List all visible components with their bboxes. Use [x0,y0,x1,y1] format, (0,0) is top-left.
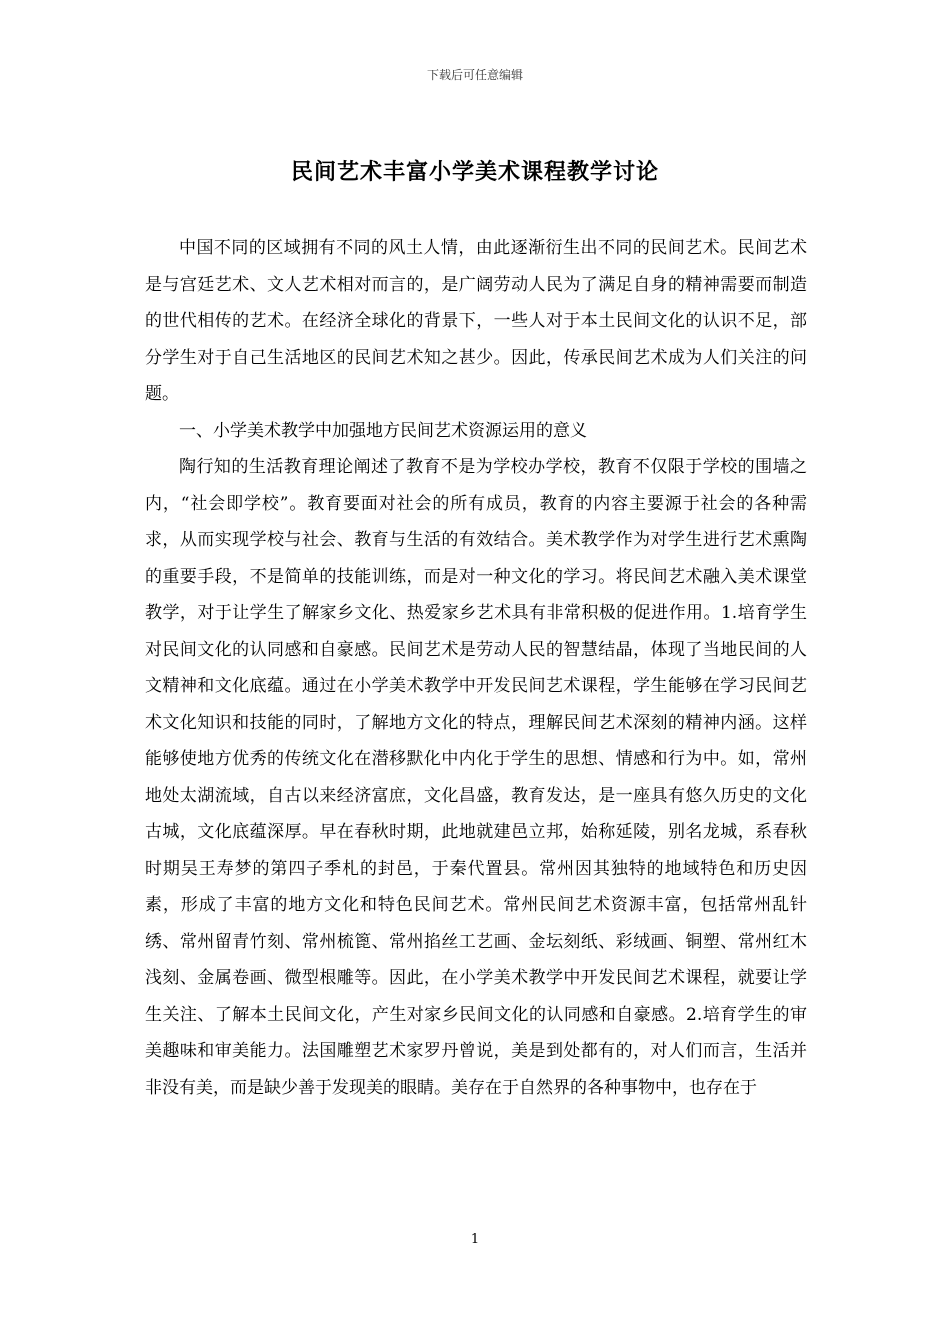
header-note: 下载后可任意编辑 [426,68,523,82]
document-body [145,230,807,1106]
section-heading-1: 一、小学美术教学中加强地方民间艺术资源运用的意义 [179,420,587,441]
document-title: 民间艺术丰富小学美术课程教学讨论 [290,160,659,185]
page-number: 1 [470,1232,480,1247]
paragraph-section-1: 陶行知的生活教育理论阐述了教育不是为学校办学校，教育不仅限于学校的围墙之内，“社会即学校”。教育要面对社会的所有成员，教育的内容主要源于社会的各种需求，从而实现学校与社会、教育与生活的有效结合。美术教学作为对学生进行艺术熏陶的重要手段，不是简单的技能训练，而是对一种文化的学习。将民间艺术融入美术课堂教学，对于让学生了解家乡文化、热爱家乡艺术具有非常积极的促进作用。1.培育学生对民间文化的认同感和自豪感。民间艺术是劳动人民的智慧结晶，体现了当地民间的人文精神和文化底蕴。通过在小学美术教学中开发民间艺术课程，学生能够在学习民间艺术文化知识和技能的同时，了解地方文化的特点，理解民间艺术深刻的精神内涵。这样能够使地方优秀的传统文化在潜移默化中内化于学生的思想、情感和行为中。如，常州地处太湖流域，自古以来经济富庶，文化昌盛，教育发达，是一座具有悠久历史的文化古城，文化底蕴深厚。早在春秋时期，此地就建邑立邦，始称延陵，别名龙城，系春秋时期吴王寿梦的第四子季札的封邑，于秦代置县。常州因其独特的地域特色和历史因素，形成了丰富的地方文化和特色民间艺术。常州民间艺术资源丰富，包括常州乱针绣、常州留青竹刻、常州梳篦、常州掐丝工艺画、金坛刻纸、彩绒画、铜塑、常州红木浅刻、金属卷画、微型根雕等。因此，在小学美术教学中开发民间艺术课程，就要让学生关注、了解本土民间文化，产生对家乡民间文化的认同感和自豪感。2.培育学生的审美趣味和审美能力。法国雕塑艺术家罗丹曾说，美是到处都有的，对人们而言，生活并非没有美，而是缺少善于发现美的眼睛。美存在于自然界的各种事物中，也存在于 [145,457,807,1098]
paragraph-intro: 中国不同的区域拥有不同的风土人情，由此逐渐衍生出不同的民间艺术。民间艺术是与宫廷艺术、文人艺术相对而言的，是广阔劳动人民为了满足自身的精神需要而制造的世代相传的艺术。在经济全球化的背景下，一些人对于本土民间文化的认识不足，部分学生对于自己生活地区的民间艺术知之甚少。因此，传承民间艺术成为人们关注的问题。 [145,238,807,404]
